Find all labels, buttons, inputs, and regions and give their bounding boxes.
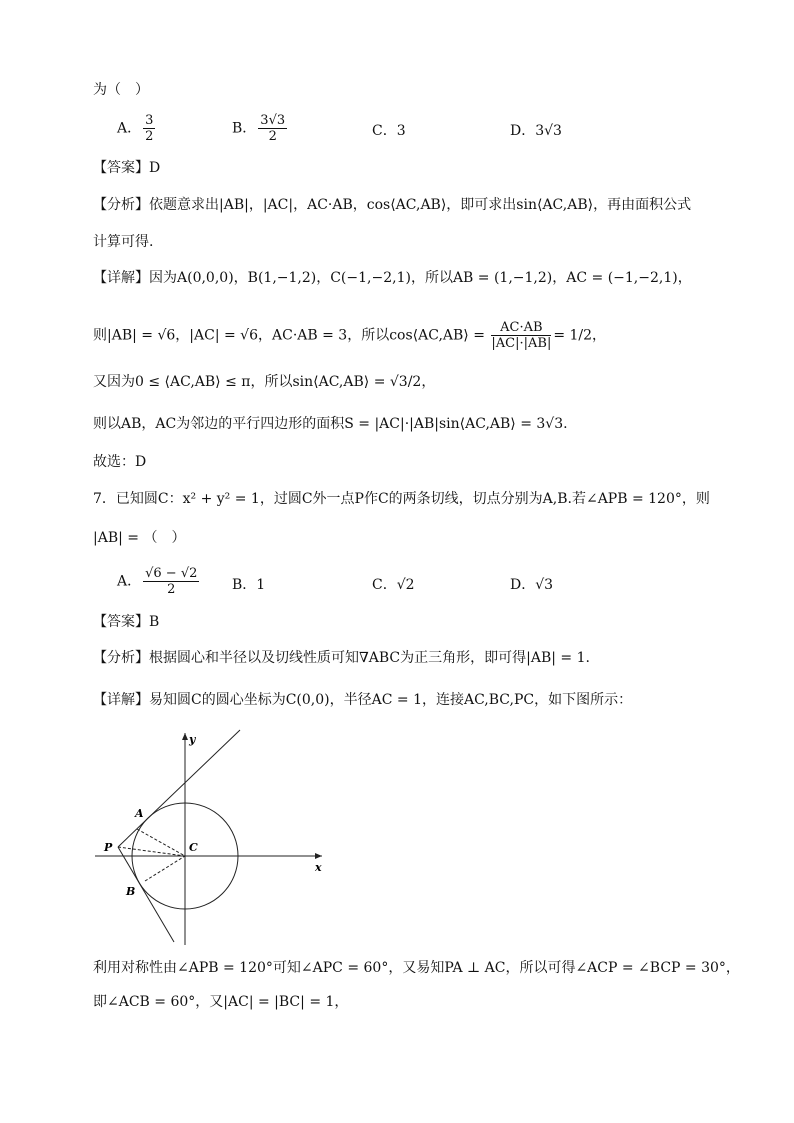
- q6-detail-3: 又因为0 ≤ ⟨AC,AB⟩ ≤ π，所以sin⟨AC,AB⟩ = √3/2，: [93, 374, 436, 390]
- q7-stem-cont: |AB| = （ ）: [93, 530, 186, 546]
- label-p: P: [104, 841, 113, 854]
- q7-analysis: 【分析】根据圆心和半径以及切线性质可知∇ABC为正三角形，即可得|AB| = 1.: [93, 650, 590, 666]
- segment-ac: [137, 829, 185, 856]
- q7-answer: 【答案】B: [93, 614, 160, 630]
- q6-analysis-cont: 计算可得.: [93, 234, 154, 250]
- segment-pc: [118, 847, 185, 856]
- q7-option-b: B．1: [232, 577, 266, 593]
- x-axis-arrow: [315, 853, 322, 859]
- q6-detail-4: 则以AB，AC为邻边的平行四边形的面积S = |AC|·|AB|sin⟨AC,AB⟩ = 3√3.: [93, 416, 568, 432]
- tangent-pa: [118, 730, 240, 847]
- q7-option-d: D．√3: [510, 577, 554, 593]
- q6-option-a: A． $\frac{3}{2}$: [117, 113, 154, 144]
- q6-option-b: B． $\frac{3√3}{2}$: [232, 113, 286, 144]
- tangent-figure: [90, 725, 340, 950]
- q7-option-c: C．√2: [372, 577, 415, 593]
- q6-answer: 【答案】D: [93, 160, 161, 176]
- label-y: y: [189, 733, 196, 746]
- q7-detail-3: 即∠ACB = 60°，又|AC| = |BC| = 1，: [93, 994, 349, 1010]
- y-axis-arrow: [182, 733, 188, 740]
- label-a: A: [135, 807, 144, 820]
- q6-analysis: 【分析】依题意求出|AB|，|AC|，AC·AB，cos⟨AC,AB⟩，即可求出sin⟨AC,AB⟩，再由面积公式: [93, 197, 692, 213]
- q7-detail-2: 利用对称性由∠APB = 120°可知∠APC = 60°，又易知PA ⊥ AC，所以可得∠ACP = ∠BCP = 30°，: [93, 960, 740, 976]
- q7-stem: 7．已知圆C：x² + y² = 1，过圆C外一点P作C的两条切线，切点分别为A,B.若∠APB = 120°，则: [93, 491, 710, 507]
- q7-option-a: A． $\frac{√6 - √2}{2}$: [117, 566, 198, 597]
- segment-bc: [145, 856, 185, 881]
- q6-stem-tail: 为（ ）: [93, 82, 149, 98]
- label-x: x: [315, 861, 322, 874]
- q6-detail-1: 【详解】因为A(0,0,0)，B(1,−1,2)，C(−1,−2,1)，所以AB = (1,−1,2)，AC = (−1,−2,1)，: [93, 270, 692, 286]
- q6-option-d: D．3√3: [510, 123, 562, 139]
- q7-detail-1: 【详解】易知圆C的圆心坐标为C(0,0)，半径AC = 1，连接AC,BC,PC，如下图所示：: [93, 692, 633, 708]
- label-b: B: [126, 885, 136, 898]
- q6-choose: 故选：D: [93, 454, 147, 470]
- label-c: C: [189, 841, 198, 854]
- q6-option-c: C．3: [372, 123, 406, 139]
- q6-detail-2: 则|AB| = √6，|AC| = √6，AC·AB = 3，所以cos⟨AC,AB⟩ = $\frac{AC\cdot AB}{|AC|\cdot|AB|}$ = 1/2，: [93, 320, 607, 351]
